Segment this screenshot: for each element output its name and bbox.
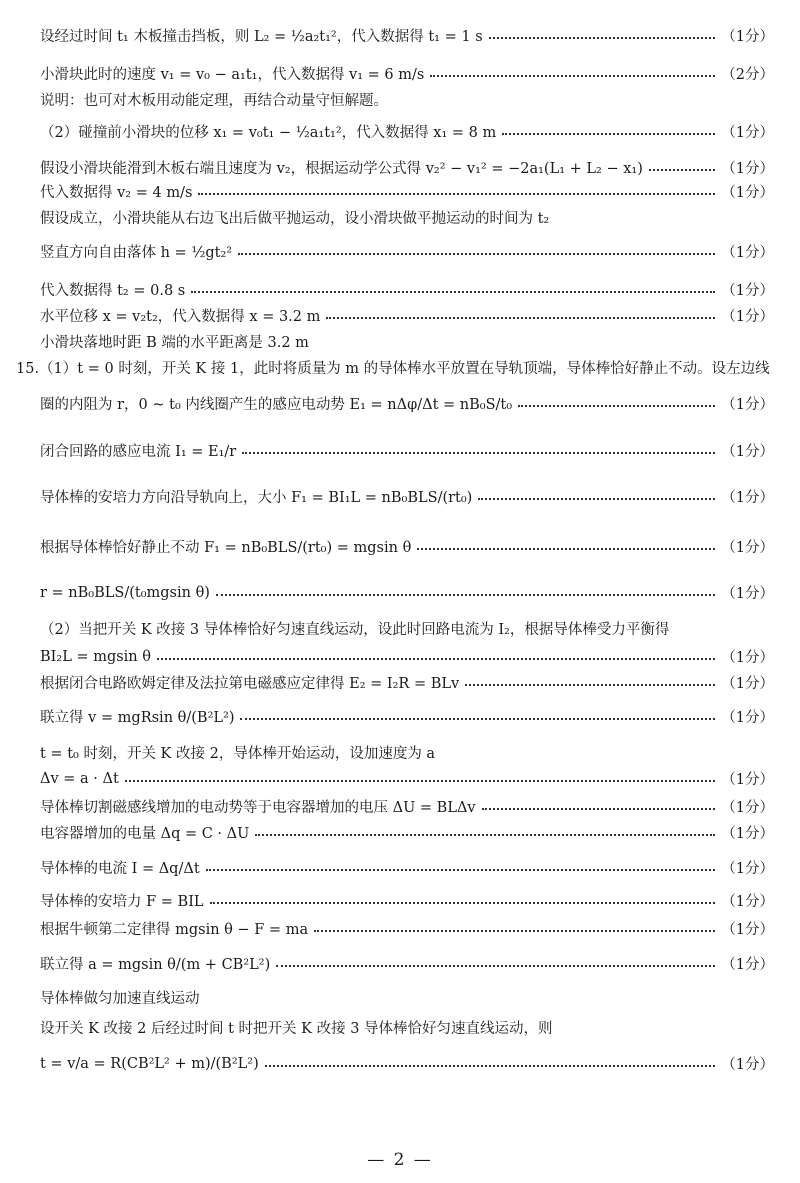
answer-line-text: （2）当把开关 K 改接 3 导体棒恰好匀速直线运动，设此时回路电流为 I₂，根据导体棒受力平衡得 xyxy=(40,622,670,638)
answer-line-text: 假设小滑块能滑到木板右端且速度为 v₂，根据运动学公式得 v₂² − v₁² = −2a₁(L₁ + L₂ − x₁) xyxy=(40,161,643,177)
leader-dots xyxy=(314,930,715,932)
answer-line-text: 代入数据得 t₂ = 0.8 s xyxy=(40,283,186,299)
answer-line-text: 设开关 K 改接 2 后经过时间 t 时把开关 K 改接 3 导体棒恰好匀速直线运动，则 xyxy=(40,1021,553,1037)
answer-line xyxy=(40,768,774,789)
answer-line xyxy=(40,25,774,46)
leader-dots xyxy=(198,193,715,195)
answer-line xyxy=(40,618,774,639)
answer-line-text: Δv = a · Δt xyxy=(40,770,119,787)
score-mark: （1分） xyxy=(721,586,774,602)
answer-line xyxy=(40,672,774,693)
answer-line xyxy=(40,1053,774,1074)
answer-line-text: r = nB₀BLS/(t₀mgsin θ) xyxy=(40,584,210,601)
answer-line-text: （2）碰撞前小滑块的位移 x₁ = v₀t₁ − ½a₁t₁²，代入数据得 x₁ = 8 m xyxy=(40,125,497,141)
answer-line-text: 小滑块此时的速度 v₁ = v₀ − a₁t₁，代入数据得 v₁ = 6 m/s xyxy=(40,67,425,83)
answer-line-text: 电容器增加的电量 Δq = C · ΔU xyxy=(40,826,250,842)
score-mark: （1分） xyxy=(721,161,774,177)
answer-line xyxy=(40,241,774,262)
answer-line-text: BI₂L = mgsin θ xyxy=(40,648,151,665)
answer-line-text: 15.（1）t = 0 时刻，开关 K 接 1，此时将质量为 m 的导体棒水平放置在导轨顶端，导体棒恰好静止不动。设左边线 xyxy=(16,361,770,377)
leader-dots xyxy=(238,253,715,255)
score-mark: （1分） xyxy=(721,283,774,299)
leader-dots xyxy=(649,169,715,171)
answer-line-text: 联立得 a = mgsin θ/(m + CB²L²) xyxy=(40,957,271,973)
score-mark: （1分） xyxy=(721,540,774,556)
answer-line-text: t = v/a = R(CB²L² + m)/(B²L²) xyxy=(40,1055,259,1072)
answer-line-text: 根据导体棒恰好静止不动 F₁ = nB₀BLS/(rt₀) = mgsin θ xyxy=(40,540,412,556)
leader-dots xyxy=(265,1065,716,1067)
answer-line xyxy=(40,89,774,110)
leader-dots xyxy=(465,684,715,686)
score-mark: （1分） xyxy=(721,800,774,816)
score-mark: （1分） xyxy=(721,710,774,726)
score-mark: （1分） xyxy=(721,444,774,460)
answer-line xyxy=(40,857,774,878)
answer-line-text: 说明：也可对木板用动能定理，再结合动量守恒解题。 xyxy=(40,93,388,109)
score-mark: （1分） xyxy=(721,309,774,325)
score-mark: （1分） xyxy=(721,861,774,877)
score-mark: （1分） xyxy=(721,185,774,201)
score-mark: （1分） xyxy=(721,1057,774,1073)
answer-line-text: 联立得 v = mgRsin θ/(B²L²) xyxy=(40,710,235,726)
answer-line-text: 根据闭合电路欧姆定律及法拉第电磁感应定律得 E₂ = I₂R = BLv xyxy=(40,676,460,692)
leader-dots xyxy=(482,808,716,810)
answer-line xyxy=(40,486,774,507)
answer-line xyxy=(40,796,774,817)
answer-line xyxy=(16,357,774,378)
leader-dots xyxy=(489,37,716,39)
answer-line xyxy=(40,536,774,557)
answer-line xyxy=(40,63,774,84)
score-mark: （1分） xyxy=(721,490,774,506)
score-mark: （2分） xyxy=(721,67,774,83)
answer-line-text: t = t₀ 时刻，开关 K 改接 2，导体棒开始运动，设加速度为 a xyxy=(40,746,436,762)
leader-dots xyxy=(206,869,716,871)
answer-line-text: 假设成立，小滑块能从右边飞出后做平抛运动，设小滑块做平抛运动的时间为 t₂ xyxy=(40,211,550,227)
score-mark: （1分） xyxy=(721,826,774,842)
answer-line xyxy=(40,987,774,1008)
leader-dots xyxy=(430,75,715,77)
leader-dots xyxy=(255,834,715,836)
answer-line-text: 导体棒的安培力 F = BIL xyxy=(40,894,204,910)
answer-line xyxy=(40,582,774,603)
leader-dots xyxy=(518,405,715,407)
score-mark: （1分） xyxy=(721,922,774,938)
score-mark: （1分） xyxy=(721,772,774,788)
answer-line xyxy=(40,646,774,667)
score-mark: （1分） xyxy=(721,125,774,141)
answer-line-text: 竖直方向自由落体 h = ½gt₂² xyxy=(40,245,233,261)
score-mark: （1分） xyxy=(721,650,774,666)
leader-dots xyxy=(276,965,715,967)
answer-line-text: 圈的内阻为 r，0 ~ t₀ 内线圈产生的感应电动势 E₁ = nΔφ/Δt = nB₀S/t₀ xyxy=(40,397,513,413)
leader-dots xyxy=(216,594,715,596)
score-mark: （1分） xyxy=(721,397,774,413)
answer-line xyxy=(40,157,774,178)
page-number: — 2 — xyxy=(367,1150,433,1170)
answer-line-text: 水平位移 x = v₂t₂，代入数据得 x = 3.2 m xyxy=(40,309,321,325)
leader-dots xyxy=(417,548,715,550)
score-mark: （1分） xyxy=(721,245,774,261)
score-mark: （1分） xyxy=(721,676,774,692)
leader-dots xyxy=(191,291,715,293)
score-mark: （1分） xyxy=(721,29,774,45)
leader-dots xyxy=(502,133,715,135)
answer-line-text: 设经过时间 t₁ 木板撞击挡板，则 L₂ = ½a₂t₁²，代入数据得 t₁ = 1 s xyxy=(40,29,483,45)
answer-line xyxy=(40,393,774,414)
answer-line xyxy=(40,279,774,300)
answer-line-text: 小滑块落地时距 B 端的水平距离是 3.2 m xyxy=(40,335,309,351)
answer-line xyxy=(40,742,774,763)
answer-line-text: 导体棒的电流 I = Δq/Δt xyxy=(40,861,200,877)
score-mark: （1分） xyxy=(721,894,774,910)
leader-dots xyxy=(157,658,715,660)
answer-line xyxy=(40,918,774,939)
answer-line xyxy=(40,440,774,461)
answer-line xyxy=(40,822,774,843)
leader-dots xyxy=(478,498,715,500)
answer-line-text: 闭合回路的感应电流 I₁ = E₁/r xyxy=(40,444,237,460)
answer-line xyxy=(40,890,774,911)
answer-line xyxy=(40,207,774,228)
answer-line-text: 导体棒的安培力方向沿导轨向上，大小 F₁ = BI₁L = nB₀BLS/(rt₀) xyxy=(40,490,473,506)
score-mark: （1分） xyxy=(721,957,774,973)
answer-line-text: 导体棒切割磁感线增加的电动势等于电容器增加的电压 ΔU = BLΔv xyxy=(40,800,476,816)
answer-line xyxy=(40,181,774,202)
leader-dots xyxy=(125,780,715,782)
answer-line xyxy=(40,121,774,142)
answer-line-text: 根据牛顿第二定律得 mgsin θ − F = ma xyxy=(40,922,309,938)
answer-line xyxy=(40,953,774,974)
answer-line-text: 代入数据得 v₂ = 4 m/s xyxy=(40,185,193,201)
answer-line-text: 导体棒做匀加速直线运动 xyxy=(40,991,200,1007)
answer-line xyxy=(40,1017,774,1038)
leader-dots xyxy=(240,718,715,720)
answer-line xyxy=(40,331,774,352)
answer-line xyxy=(40,305,774,326)
leader-dots xyxy=(242,452,715,454)
answer-line xyxy=(40,706,774,727)
leader-dots xyxy=(326,317,715,319)
leader-dots xyxy=(210,902,716,904)
